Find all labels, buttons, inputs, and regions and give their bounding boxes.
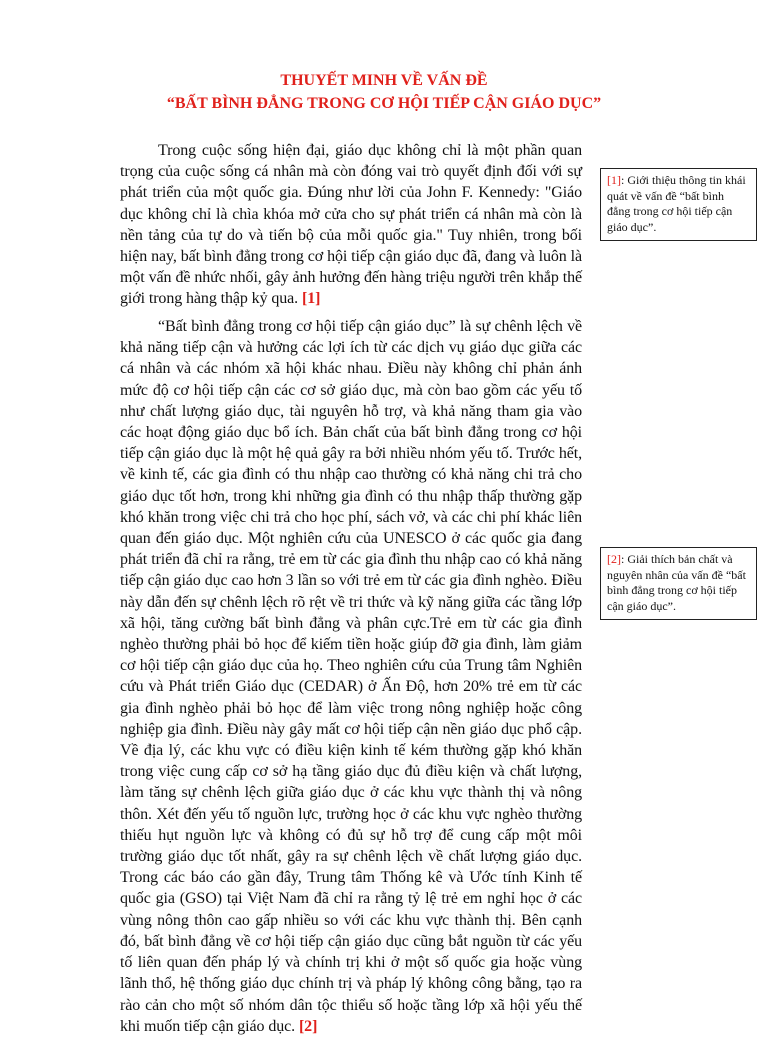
note-text: : Giới thiệu thông tin khái quát về vấn đề “bất bình đẳng trong cơ hội tiếp cận giáo dục”. (607, 173, 746, 234)
note-text: : Giải thích bản chất và nguyên nhân của vấn đề “bất bình đẳng trong cơ hội tiếp cận giáo dục”. (607, 552, 746, 613)
margin-note-1 (600, 168, 757, 241)
reference-marker-2: [2] (298, 1017, 318, 1035)
note-reference-2: [2] (607, 552, 621, 566)
note-reference-1: [1] (607, 173, 621, 187)
paragraph-explanation (120, 316, 582, 1037)
paragraph-text: “Bất bình đẳng trong cơ hội tiếp cận giáo dục” là sự chênh lệch về khả năng tiếp cận và hưởng các lợi ích từ các dịch vụ giáo dục giữa các cá nhân và các nhóm xã hội khác nhau. Điều này không chỉ phản ánh mức độ cơ hội tiếp cận các cơ sở giáo dục, mà còn bao gồm các yếu tố như chất lượng giáo dục, tài nguyên hỗ trợ, và khả năng tham gia vào các hoạt động giáo dục bổ ích. Bản chất của bất bình đẳng trong cơ hội tiếp cận giáo dục là một hệ quả gây ra bởi nhiều nhóm yếu tố. Trước hết, về kinh tế, các gia đình có thu nhập cao thường có khả năng chi trả cho giáo dục tốt hơn, trong khi những gia đình có thu nhập thấp thường gặp khó khăn trong việc chi trả cho học phí, sách vở, và các chi phí khác liên quan đến giáo dục. Một nghiên cứu của UNESCO ở các quốc gia đang phát triển đã chỉ ra rằng, trẻ em từ các gia đình thu nhập cao có khả năng tiếp cận giáo dục cao hơn 3 lần so với trẻ em từ các gia đình nghèo. Điều này dẫn đến sự chênh lệch rõ rệt về tri thức và kỹ năng giữa các tầng lớp xã hội, tăng cường bất bình đẳng và phân cực.Trẻ em từ các gia đình nghèo thường phải bỏ học để kiếm tiền hoặc giúp đỡ gia đình, làm giảm cơ hội tiếp cận giáo dục của họ. Theo nghiên cứu của Trung tâm Nghiên cứu và Phát triển Giáo dục (CEDAR) ở Ấn Độ, hơn 20% trẻ em từ các gia đình nghèo phải bỏ học để làm việc trong nông nghiệp hoặc công nghiệp gia đình. Điều này gây mất cơ hội tiếp cận nền giáo dục phổ cập. Về địa lý, các khu vực có điều kiện kinh tế kém thường gặp khó khăn trong việc cung cấp cơ sở hạ tầng giáo dục đủ điều kiện và chất lượng, làm tăng sự chênh lệch giữa giáo dục ở các khu vực thành thị và nông thôn. Xét đến yếu tố nguồn lực, trường học ở các khu vực nghèo thường thiếu hụt nguồn lực và không có đủ sự hỗ trợ để cung cấp một môi trường giáo dục tốt nhất, gây ra sự chênh lệch về chất lượng giáo dục. Trong các báo cáo gần đây, Trung tâm Thống kê và Ước tính Kinh tế quốc gia (GSO) tại Việt Nam đã chỉ ra rằng tỷ lệ trẻ em nghỉ học ở các vùng nông thôn cao gấp nhiều so với các khu vực thành thị. Bên cạnh đó, bất bình đẳng về cơ hội tiếp cận giáo dục cũng bắt nguồn từ các yếu tố liên quan đến pháp lý và chính trị khi ở một số quốc gia hoặc vùng lãnh thổ, hệ thống giáo dục chính trị và pháp lý không công bằng, tạo ra rào cản cho một số nhóm dân tộc thiểu số hoặc tầng lớp xã hội yếu thế khi muốn tiếp cận giáo dục. (120, 318, 582, 1035)
paragraph-introduction (120, 140, 582, 310)
margin-note-2 (600, 547, 757, 620)
document-title-line-1: THUYẾT MINH VỀ VẤN ĐỀ (280, 72, 488, 89)
document-title-line-2: “BẤT BÌNH ĐẲNG TRONG CƠ HỘI TIẾP CẬN GIÁO DỤC” (166, 95, 602, 112)
reference-marker-1: [1] (301, 290, 321, 308)
paragraph-text: Trong cuộc sống hiện đại, giáo dục không chỉ là một phần quan trọng của cuộc sống cá nhân mà còn đóng vai trò quyết định đối với sự phát triển của một quốc gia. Đúng như lời của John F. Kennedy: "Giáo dục không chỉ là chìa khóa mở cửa cho sự phát triển cá nhân mà còn là nền tảng của tự do và tiến bộ của mỗi quốc gia." Tuy nhiên, trong bối hiện nay, bất bình đẳng trong cơ hội tiếp cận giáo dục đã, đang và luôn là một vấn đề nhức nhối, gây ảnh hưởng đến hàng triệu người trên khắp thế giới trong hàng thập kỷ qua. (120, 142, 582, 308)
